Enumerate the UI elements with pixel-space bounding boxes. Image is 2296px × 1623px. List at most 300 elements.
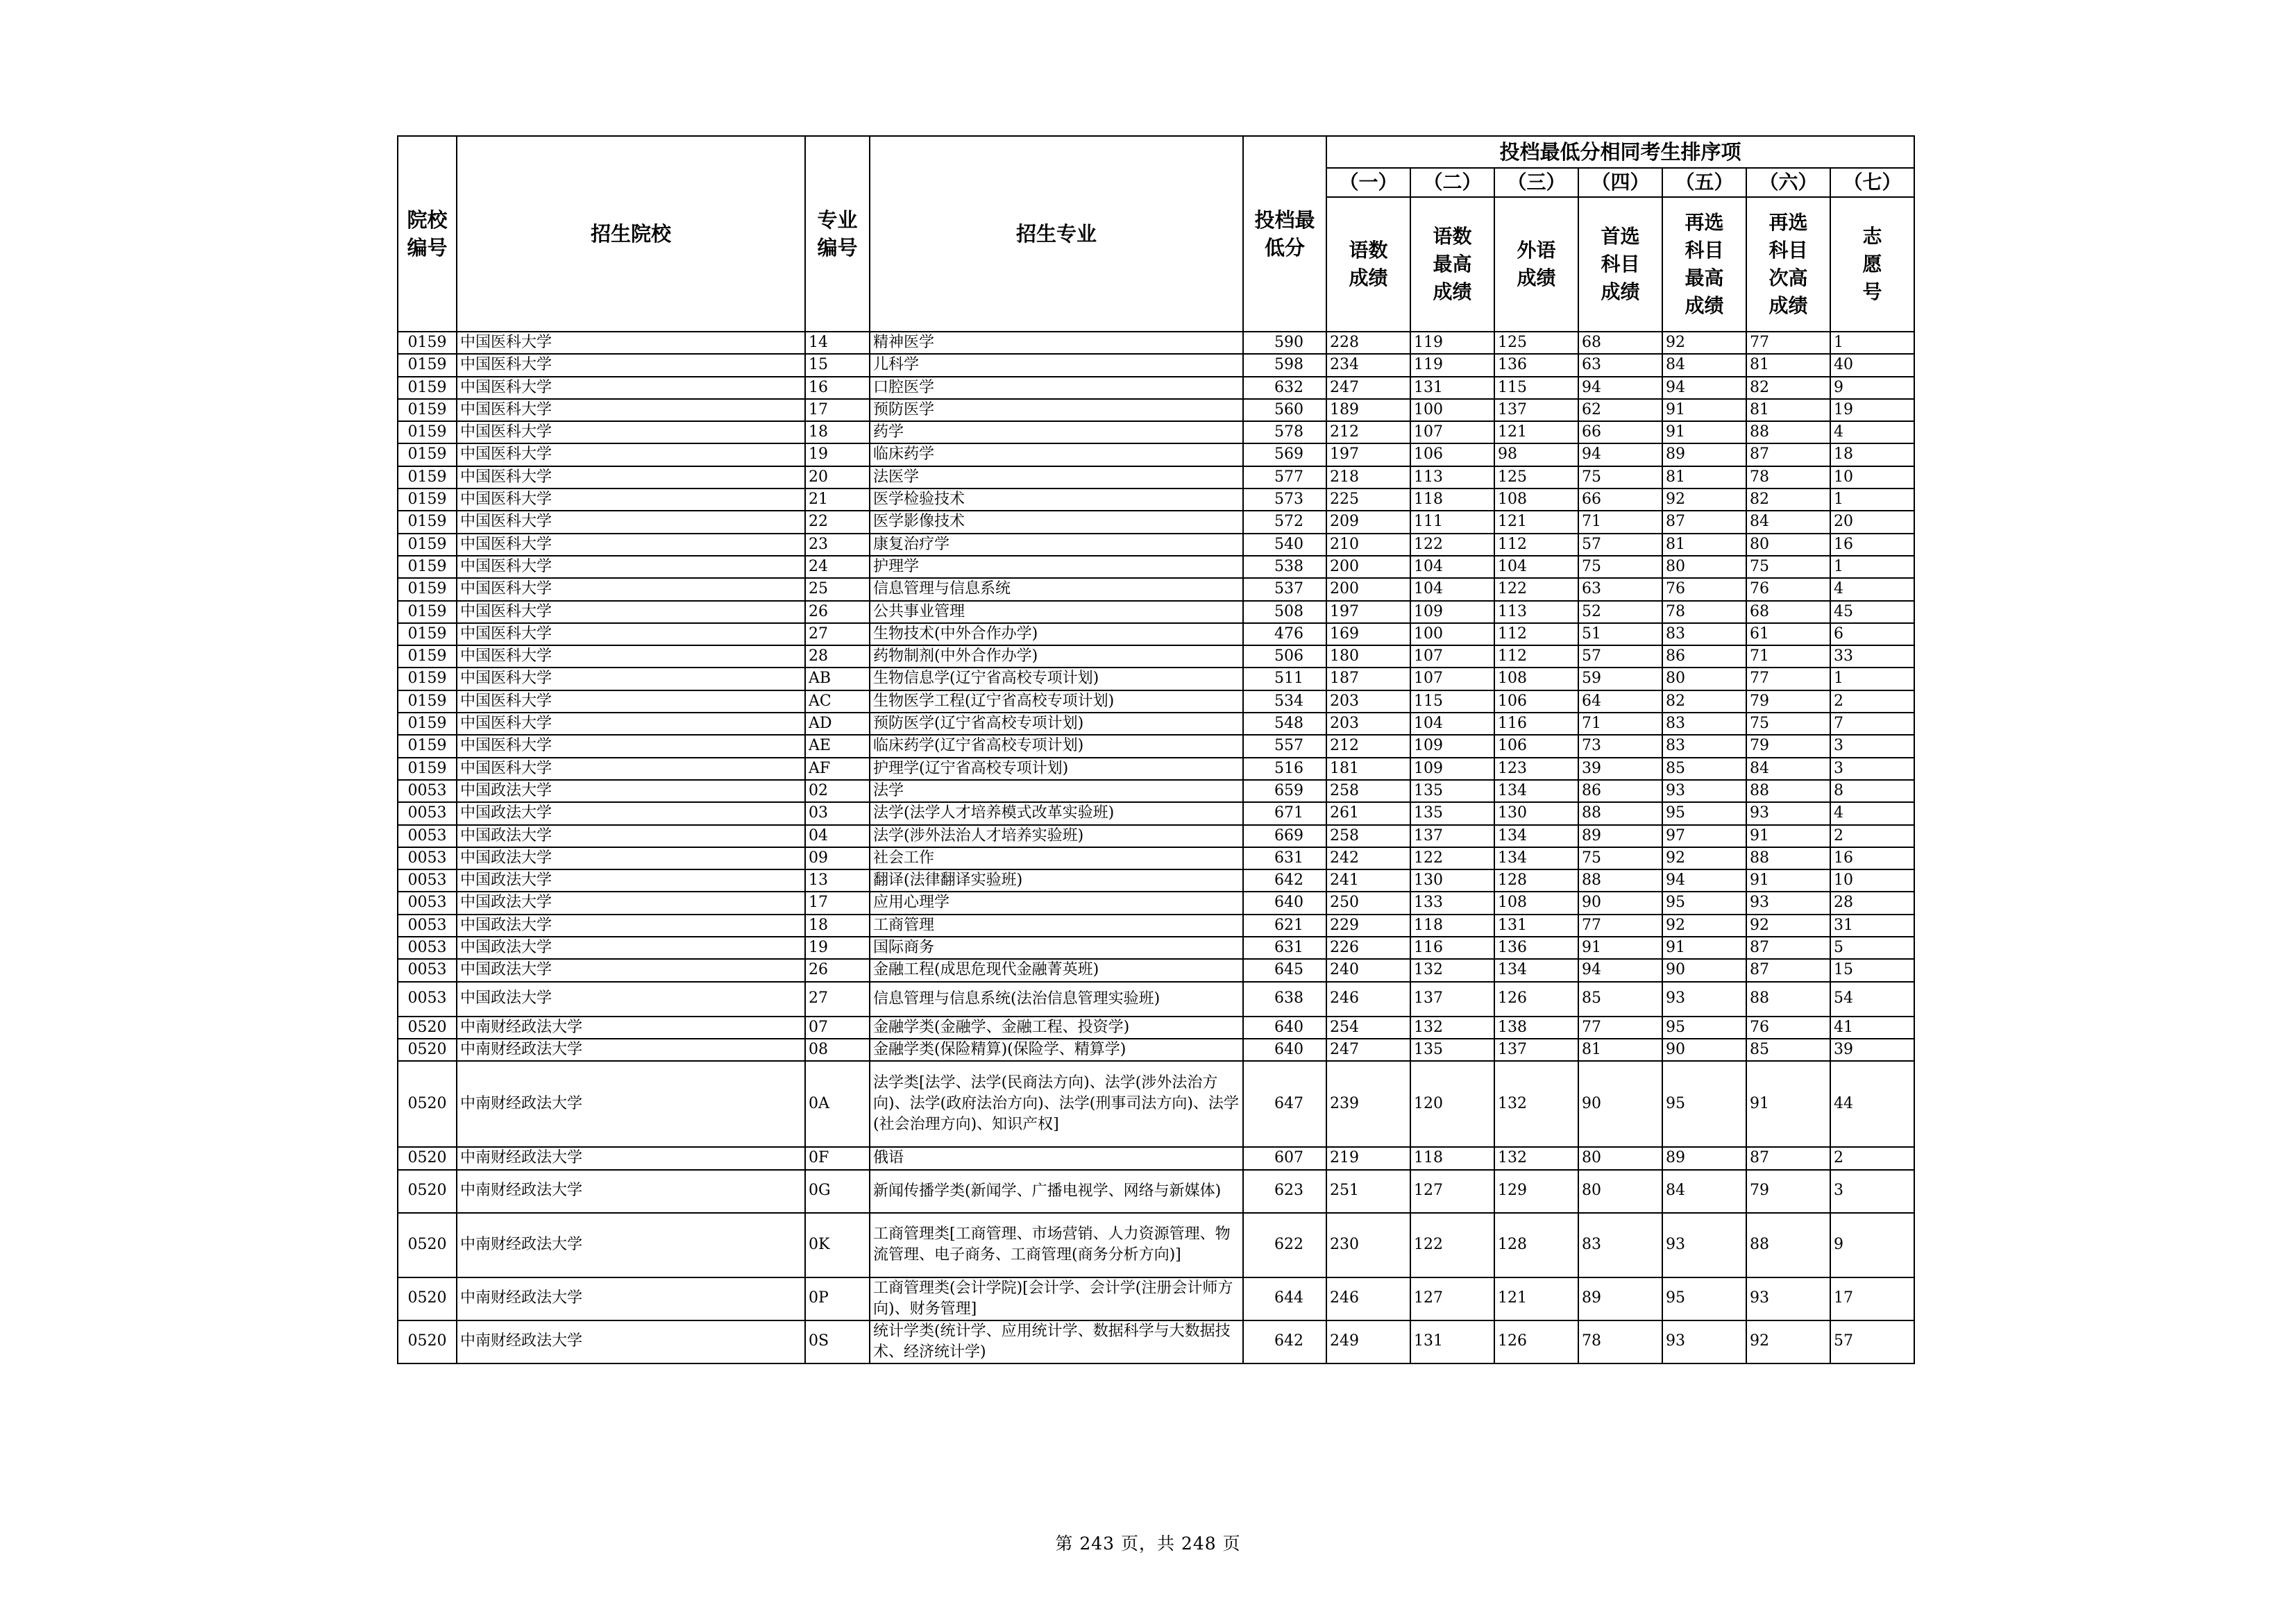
cell-first-subject: 89: [1578, 1277, 1662, 1320]
cell-school-code: 0159: [398, 713, 457, 735]
cell-school-name: 中南财经政法大学: [457, 1213, 805, 1277]
cell-first-subject: 52: [1578, 601, 1662, 623]
cell-second-subject-max: 92: [1662, 332, 1746, 354]
cell-chinese-math: 240: [1326, 959, 1410, 981]
cell-chinese-math: 181: [1326, 758, 1410, 780]
table-row: [398, 421, 1914, 443]
cell-preference-no: 4: [1830, 421, 1914, 443]
cell-chinese-math-max: 109: [1410, 758, 1494, 780]
cell-min-score: 538: [1243, 556, 1326, 578]
cell-major-name: 金融学类(保险精算)(保险学、精算学): [870, 1039, 1243, 1061]
cell-chinese-math: 197: [1326, 601, 1410, 623]
cell-major-code: 18: [805, 915, 870, 937]
cell-major-name: 工商管理类[工商管理、市场营销、人力资源管理、物流管理、电子商务、工商管理(商务分析方向)]: [870, 1213, 1243, 1277]
cell-preference-no: 19: [1830, 399, 1914, 421]
cell-chinese-math-max: 119: [1410, 332, 1494, 354]
cell-preference-no: 28: [1830, 892, 1914, 914]
cell-chinese-math: 212: [1326, 421, 1410, 443]
cell-second-subject-max: 97: [1662, 825, 1746, 847]
cell-school-name: 中国政法大学: [457, 847, 805, 869]
cell-chinese-math-max: 132: [1410, 1017, 1494, 1039]
cell-min-score: 640: [1243, 1017, 1326, 1039]
cell-second-subject-max: 84: [1662, 1170, 1746, 1213]
cell-school-code: 0053: [398, 780, 457, 802]
table-row: [398, 601, 1914, 623]
cell-chinese-math-max: 135: [1410, 780, 1494, 802]
cell-school-code: 0053: [398, 959, 457, 981]
header-order-4: （四）: [1578, 168, 1662, 197]
cell-major-code: 14: [805, 332, 870, 354]
cell-school-name: 中南财经政法大学: [457, 1017, 805, 1039]
cell-preference-no: 1: [1830, 332, 1914, 354]
cell-min-score: 578: [1243, 421, 1326, 443]
cell-preference-no: 3: [1830, 735, 1914, 757]
cell-chinese-math: 219: [1326, 1147, 1410, 1169]
cell-second-subject-max: 84: [1662, 354, 1746, 376]
cell-school-code: 0159: [398, 645, 457, 668]
cell-chinese-math-max: 106: [1410, 443, 1494, 466]
header-item-preference-no: 志愿号: [1830, 197, 1914, 332]
cell-chinese-math: 229: [1326, 915, 1410, 937]
cell-chinese-math-max: 130: [1410, 869, 1494, 892]
cell-chinese-math-max: 122: [1410, 1213, 1494, 1277]
cell-second-subject-max: 93: [1662, 1320, 1746, 1363]
cell-chinese-math: 187: [1326, 668, 1410, 690]
cell-school-name: 中国医科大学: [457, 443, 805, 466]
cell-school-name: 中国政法大学: [457, 802, 805, 824]
cell-second-subject-next: 75: [1746, 556, 1830, 578]
table-row: [398, 1039, 1914, 1061]
cell-second-subject-next: 68: [1746, 601, 1830, 623]
cell-school-code: 0520: [398, 1213, 457, 1277]
header-item-chinese-math: 语数成绩: [1326, 197, 1410, 332]
table-row: [398, 802, 1914, 824]
cell-min-score: 572: [1243, 511, 1326, 533]
cell-preference-no: 16: [1830, 847, 1914, 869]
header-tiebreak-title: 投档最低分相同考生排序项: [1326, 136, 1914, 168]
cell-second-subject-max: 85: [1662, 758, 1746, 780]
cell-school-name: 中国医科大学: [457, 578, 805, 600]
cell-second-subject-next: 88: [1746, 982, 1830, 1017]
cell-first-subject: 68: [1578, 332, 1662, 354]
table-row: [398, 780, 1914, 802]
cell-min-score: 644: [1243, 1277, 1326, 1320]
cell-foreign-language: 134: [1494, 825, 1578, 847]
cell-second-subject-next: 77: [1746, 332, 1830, 354]
cell-foreign-language: 115: [1494, 377, 1578, 399]
cell-min-score: 671: [1243, 802, 1326, 824]
cell-preference-no: 1: [1830, 488, 1914, 511]
cell-chinese-math-max: 137: [1410, 825, 1494, 847]
cell-foreign-language: 98: [1494, 443, 1578, 466]
cell-chinese-math-max: 104: [1410, 556, 1494, 578]
cell-second-subject-max: 90: [1662, 1039, 1746, 1061]
cell-school-code: 0159: [398, 534, 457, 556]
cell-school-code: 0159: [398, 443, 457, 466]
cell-major-name: 应用心理学: [870, 892, 1243, 914]
cell-foreign-language: 132: [1494, 1061, 1578, 1147]
cell-second-subject-max: 95: [1662, 1017, 1746, 1039]
cell-chinese-math: 242: [1326, 847, 1410, 869]
cell-foreign-language: 112: [1494, 534, 1578, 556]
cell-second-subject-max: 81: [1662, 534, 1746, 556]
cell-second-subject-max: 95: [1662, 892, 1746, 914]
cell-preference-no: 1: [1830, 668, 1914, 690]
cell-school-code: 0159: [398, 690, 457, 713]
cell-chinese-math: 246: [1326, 982, 1410, 1017]
cell-preference-no: 41: [1830, 1017, 1914, 1039]
header-major-code: 专业编号: [805, 136, 870, 332]
cell-school-name: 中国医科大学: [457, 735, 805, 757]
cell-foreign-language: 113: [1494, 601, 1578, 623]
header-order-1: （一）: [1326, 168, 1410, 197]
cell-second-subject-next: 88: [1746, 1213, 1830, 1277]
cell-chinese-math: 197: [1326, 443, 1410, 466]
cell-school-name: 中国医科大学: [457, 690, 805, 713]
cell-second-subject-max: 93: [1662, 982, 1746, 1017]
cell-school-code: 0520: [398, 1320, 457, 1363]
cell-school-code: 0159: [398, 354, 457, 376]
cell-min-score: 640: [1243, 892, 1326, 914]
cell-chinese-math: 234: [1326, 354, 1410, 376]
cell-school-name: 中国政法大学: [457, 892, 805, 914]
cell-min-score: 508: [1243, 601, 1326, 623]
cell-school-name: 中国医科大学: [457, 623, 805, 645]
cell-foreign-language: 134: [1494, 780, 1578, 802]
cell-second-subject-max: 83: [1662, 713, 1746, 735]
cell-second-subject-max: 95: [1662, 1061, 1746, 1147]
cell-foreign-language: 136: [1494, 354, 1578, 376]
cell-school-code: 0159: [398, 758, 457, 780]
cell-first-subject: 57: [1578, 534, 1662, 556]
cell-major-name: 儿科学: [870, 354, 1243, 376]
cell-second-subject-max: 89: [1662, 443, 1746, 466]
cell-school-code: 0159: [398, 511, 457, 533]
cell-second-subject-next: 91: [1746, 825, 1830, 847]
header-school: 招生院校: [457, 136, 805, 332]
cell-second-subject-max: 78: [1662, 601, 1746, 623]
cell-preference-no: 33: [1830, 645, 1914, 668]
cell-major-code: 23: [805, 534, 870, 556]
cell-foreign-language: 106: [1494, 690, 1578, 713]
cell-first-subject: 57: [1578, 645, 1662, 668]
cell-first-subject: 90: [1578, 892, 1662, 914]
cell-school-code: 0053: [398, 802, 457, 824]
cell-min-score: 537: [1243, 578, 1326, 600]
cell-major-code: 19: [805, 443, 870, 466]
cell-school-name: 中国医科大学: [457, 758, 805, 780]
cell-chinese-math-max: 107: [1410, 668, 1494, 690]
cell-major-name: 公共事业管理: [870, 601, 1243, 623]
cell-foreign-language: 116: [1494, 713, 1578, 735]
table-header: [398, 136, 1914, 332]
cell-major-code: 03: [805, 802, 870, 824]
cell-school-code: 0520: [398, 1039, 457, 1061]
cell-preference-no: 16: [1830, 534, 1914, 556]
cell-chinese-math-max: 111: [1410, 511, 1494, 533]
table-row: [398, 354, 1914, 376]
cell-major-name: 金融工程(成思危现代金融菁英班): [870, 959, 1243, 981]
cell-min-score: 598: [1243, 354, 1326, 376]
cell-preference-no: 15: [1830, 959, 1914, 981]
cell-second-subject-max: 89: [1662, 1147, 1746, 1169]
cell-school-code: 0159: [398, 399, 457, 421]
cell-second-subject-max: 93: [1662, 780, 1746, 802]
header-item-second-subject-next: 再选科目次高成绩: [1746, 197, 1830, 332]
cell-major-code: 21: [805, 488, 870, 511]
cell-chinese-math-max: 116: [1410, 937, 1494, 959]
cell-foreign-language: 104: [1494, 556, 1578, 578]
cell-school-name: 中南财经政法大学: [457, 1320, 805, 1363]
cell-first-subject: 75: [1578, 847, 1662, 869]
cell-major-name: 药物制剂(中外合作办学): [870, 645, 1243, 668]
cell-school-name: 中国政法大学: [457, 982, 805, 1017]
cell-foreign-language: 130: [1494, 802, 1578, 824]
cell-second-subject-next: 77: [1746, 668, 1830, 690]
cell-chinese-math: 200: [1326, 578, 1410, 600]
cell-major-code: 25: [805, 578, 870, 600]
cell-major-name: 信息管理与信息系统: [870, 578, 1243, 600]
cell-school-name: 中国医科大学: [457, 601, 805, 623]
cell-second-subject-next: 76: [1746, 578, 1830, 600]
cell-chinese-math: 210: [1326, 534, 1410, 556]
cell-major-name: 信息管理与信息系统(法治信息管理实验班): [870, 982, 1243, 1017]
cell-major-code: 0K: [805, 1213, 870, 1277]
cell-preference-no: 54: [1830, 982, 1914, 1017]
cell-second-subject-max: 94: [1662, 377, 1746, 399]
cell-foreign-language: 129: [1494, 1170, 1578, 1213]
cell-foreign-language: 106: [1494, 735, 1578, 757]
cell-min-score: 645: [1243, 959, 1326, 981]
cell-school-name: 中国政法大学: [457, 937, 805, 959]
table-row: [398, 556, 1914, 578]
table-row: [398, 668, 1914, 690]
cell-major-name: 法学(涉外法治人才培养实验班): [870, 825, 1243, 847]
cell-major-code: 24: [805, 556, 870, 578]
cell-chinese-math: 230: [1326, 1213, 1410, 1277]
cell-second-subject-next: 91: [1746, 869, 1830, 892]
cell-first-subject: 77: [1578, 915, 1662, 937]
cell-min-score: 631: [1243, 847, 1326, 869]
cell-chinese-math-max: 119: [1410, 354, 1494, 376]
table-row: [398, 1320, 1914, 1363]
cell-chinese-math-max: 118: [1410, 488, 1494, 511]
cell-chinese-math: 249: [1326, 1320, 1410, 1363]
table-row: [398, 332, 1914, 354]
cell-chinese-math: 200: [1326, 556, 1410, 578]
cell-major-name: 国际商务: [870, 937, 1243, 959]
cell-second-subject-max: 80: [1662, 556, 1746, 578]
cell-preference-no: 57: [1830, 1320, 1914, 1363]
cell-foreign-language: 108: [1494, 668, 1578, 690]
cell-major-name: 药学: [870, 421, 1243, 443]
cell-school-code: 0159: [398, 601, 457, 623]
cell-chinese-math-max: 127: [1410, 1170, 1494, 1213]
cell-chinese-math: 239: [1326, 1061, 1410, 1147]
cell-min-score: 560: [1243, 399, 1326, 421]
cell-min-score: 638: [1243, 982, 1326, 1017]
cell-second-subject-next: 93: [1746, 1277, 1830, 1320]
cell-second-subject-next: 85: [1746, 1039, 1830, 1061]
cell-preference-no: 45: [1830, 601, 1914, 623]
cell-chinese-math: 189: [1326, 399, 1410, 421]
cell-major-code: AB: [805, 668, 870, 690]
cell-chinese-math: 247: [1326, 377, 1410, 399]
cell-chinese-math-max: 122: [1410, 534, 1494, 556]
cell-major-name: 统计学类(统计学、应用统计学、数据科学与大数据技术、经济统计学): [870, 1320, 1243, 1363]
cell-foreign-language: 112: [1494, 623, 1578, 645]
cell-school-name: 中国医科大学: [457, 377, 805, 399]
cell-foreign-language: 128: [1494, 1213, 1578, 1277]
cell-school-code: 0159: [398, 488, 457, 511]
cell-preference-no: 40: [1830, 354, 1914, 376]
cell-major-name: 医学影像技术: [870, 511, 1243, 533]
table-row: [398, 690, 1914, 713]
cell-preference-no: 9: [1830, 377, 1914, 399]
cell-first-subject: 94: [1578, 443, 1662, 466]
cell-chinese-math: 169: [1326, 623, 1410, 645]
cell-major-code: 17: [805, 399, 870, 421]
cell-school-code: 0053: [398, 982, 457, 1017]
cell-major-code: 22: [805, 511, 870, 533]
cell-second-subject-max: 91: [1662, 421, 1746, 443]
cell-second-subject-next: 84: [1746, 511, 1830, 533]
cell-major-name: 口腔医学: [870, 377, 1243, 399]
cell-school-name: 中国政法大学: [457, 869, 805, 892]
table-row: [398, 1017, 1914, 1039]
cell-second-subject-max: 83: [1662, 735, 1746, 757]
cell-min-score: 622: [1243, 1213, 1326, 1277]
cell-foreign-language: 122: [1494, 578, 1578, 600]
cell-chinese-math-max: 104: [1410, 578, 1494, 600]
cell-major-code: 13: [805, 869, 870, 892]
cell-first-subject: 77: [1578, 1017, 1662, 1039]
cell-preference-no: 20: [1830, 511, 1914, 533]
cell-first-subject: 85: [1578, 982, 1662, 1017]
cell-first-subject: 66: [1578, 488, 1662, 511]
cell-foreign-language: 137: [1494, 1039, 1578, 1061]
cell-school-name: 中南财经政法大学: [457, 1039, 805, 1061]
cell-second-subject-next: 79: [1746, 1170, 1830, 1213]
cell-foreign-language: 123: [1494, 758, 1578, 780]
cell-school-code: 0520: [398, 1170, 457, 1213]
cell-major-code: 26: [805, 601, 870, 623]
cell-school-name: 中国政法大学: [457, 825, 805, 847]
cell-preference-no: 31: [1830, 915, 1914, 937]
header-order-3: （三）: [1494, 168, 1578, 197]
cell-first-subject: 94: [1578, 377, 1662, 399]
cell-major-name: 金融学类(金融学、金融工程、投资学): [870, 1017, 1243, 1039]
cell-min-score: 569: [1243, 443, 1326, 466]
cell-chinese-math-max: 118: [1410, 915, 1494, 937]
cell-school-code: 0520: [398, 1277, 457, 1320]
table-row: [398, 1061, 1914, 1147]
cell-first-subject: 90: [1578, 1061, 1662, 1147]
table-row: [398, 623, 1914, 645]
cell-first-subject: 86: [1578, 780, 1662, 802]
cell-first-subject: 89: [1578, 825, 1662, 847]
cell-foreign-language: 134: [1494, 847, 1578, 869]
table-row: [398, 735, 1914, 757]
table-body: [398, 332, 1914, 1363]
cell-major-code: AF: [805, 758, 870, 780]
cell-foreign-language: 121: [1494, 1277, 1578, 1320]
cell-major-name: 精神医学: [870, 332, 1243, 354]
page-footer: 第 243 页，共 248 页: [1055, 1533, 1241, 1554]
cell-chinese-math: 180: [1326, 645, 1410, 668]
cell-min-score: 506: [1243, 645, 1326, 668]
table-row: [398, 1147, 1914, 1169]
cell-foreign-language: 126: [1494, 982, 1578, 1017]
cell-major-code: AE: [805, 735, 870, 757]
cell-major-code: 19: [805, 937, 870, 959]
cell-school-code: 0159: [398, 578, 457, 600]
cell-second-subject-next: 91: [1746, 1061, 1830, 1147]
cell-school-name: 中国医科大学: [457, 421, 805, 443]
cell-min-score: 640: [1243, 1039, 1326, 1061]
cell-chinese-math: 203: [1326, 713, 1410, 735]
cell-second-subject-next: 78: [1746, 466, 1830, 488]
cell-major-code: 20: [805, 466, 870, 488]
cell-major-name: 法学(法学人才培养模式改革实验班): [870, 802, 1243, 824]
cell-school-code: 0053: [398, 937, 457, 959]
cell-foreign-language: 134: [1494, 959, 1578, 981]
cell-school-name: 中国政法大学: [457, 959, 805, 981]
cell-second-subject-next: 87: [1746, 937, 1830, 959]
cell-preference-no: 2: [1830, 1147, 1914, 1169]
cell-school-code: 0053: [398, 892, 457, 914]
cell-major-code: 28: [805, 645, 870, 668]
cell-first-subject: 83: [1578, 1213, 1662, 1277]
cell-foreign-language: 125: [1494, 332, 1578, 354]
cell-preference-no: 10: [1830, 869, 1914, 892]
cell-chinese-math-max: 100: [1410, 399, 1494, 421]
cell-major-code: 16: [805, 377, 870, 399]
cell-chinese-math: 218: [1326, 466, 1410, 488]
cell-major-name: 生物技术(中外合作办学): [870, 623, 1243, 645]
table-row: [398, 534, 1914, 556]
cell-first-subject: 51: [1578, 623, 1662, 645]
cell-preference-no: 8: [1830, 780, 1914, 802]
cell-chinese-math-max: 104: [1410, 713, 1494, 735]
cell-preference-no: 2: [1830, 825, 1914, 847]
cell-chinese-math: 228: [1326, 332, 1410, 354]
cell-first-subject: 91: [1578, 937, 1662, 959]
cell-min-score: 548: [1243, 713, 1326, 735]
cell-first-subject: 88: [1578, 802, 1662, 824]
cell-school-name: 中国医科大学: [457, 668, 805, 690]
cell-min-score: 607: [1243, 1147, 1326, 1169]
cell-school-code: 0159: [398, 377, 457, 399]
header-item-first-subject: 首选科目成绩: [1578, 197, 1662, 332]
cell-second-subject-next: 92: [1746, 1320, 1830, 1363]
cell-major-name: 新闻传播学类(新闻学、广播电视学、网络与新媒体): [870, 1170, 1243, 1213]
cell-preference-no: 39: [1830, 1039, 1914, 1061]
cell-second-subject-next: 84: [1746, 758, 1830, 780]
cell-chinese-math-max: 109: [1410, 735, 1494, 757]
cell-major-code: 0S: [805, 1320, 870, 1363]
cell-min-score: 534: [1243, 690, 1326, 713]
cell-first-subject: 88: [1578, 869, 1662, 892]
cell-chinese-math-max: 135: [1410, 802, 1494, 824]
cell-chinese-math: 258: [1326, 780, 1410, 802]
cell-major-name: 预防医学(辽宁省高校专项计划): [870, 713, 1243, 735]
cell-school-name: 中国医科大学: [457, 466, 805, 488]
cell-major-name: 医学检验技术: [870, 488, 1243, 511]
cell-chinese-math: 251: [1326, 1170, 1410, 1213]
cell-school-name: 中国医科大学: [457, 399, 805, 421]
cell-foreign-language: 108: [1494, 488, 1578, 511]
